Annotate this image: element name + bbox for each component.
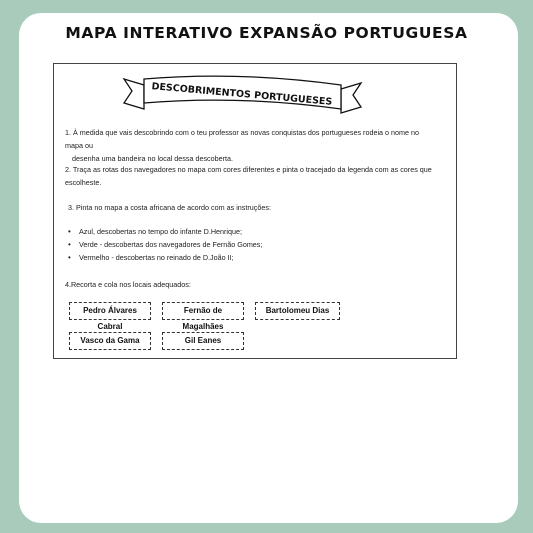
instruction-1-line2: desenha uma bandeira no local dessa descoberta. (72, 154, 234, 163)
instruction-1-line1: 1. À medida que vais descobrindo com o teu professor as novas conquistas dos portugueses rodeia o nome no mapa ou (65, 128, 419, 150)
worksheet (53, 63, 457, 359)
color-item-blue: • Azul, descobertas no tempo do infante D.Henrique; (67, 225, 262, 238)
cutout-pedro-alvares-cabral[interactable]: Pedro Álvares Cabral (69, 302, 151, 320)
color-list (67, 225, 262, 264)
instruction-3: 3. Pinta no mapa a costa africana de acordo com as instruções: (68, 203, 271, 212)
ribbon-banner (120, 69, 365, 117)
color-item-red: • Vermelho - descobertas no reinado de D.João II; (67, 251, 262, 264)
cutout-fernao-de-magalhaes[interactable]: Fernão de Magalhães (162, 302, 244, 320)
instruction-2: 2. Traça as rotas dos navegadores no mapa com cores diferentes e pinta o tracejado da legenda com as cores que escolheste. (65, 165, 432, 187)
cutout-vasco-da-gama[interactable]: Vasco da Gama (69, 332, 151, 350)
cutout-gil-eanes[interactable]: Gil Eanes (162, 332, 244, 350)
page-title: MAPA INTERATIVO EXPANSÃO PORTUGUESA (65, 24, 468, 42)
instruction-1 (65, 126, 425, 165)
color-item-green: • Verde - descobertas dos navegadores de Fernão Gomes; (67, 238, 262, 251)
banner-title: DESCOBRIMENTOS PORTUGUESES (151, 81, 333, 108)
cutout-bartolomeu-dias[interactable]: Bartolomeu Dias (255, 302, 340, 320)
instruction-4: 4.Recorta e cola nos locais adequados: (65, 280, 191, 289)
